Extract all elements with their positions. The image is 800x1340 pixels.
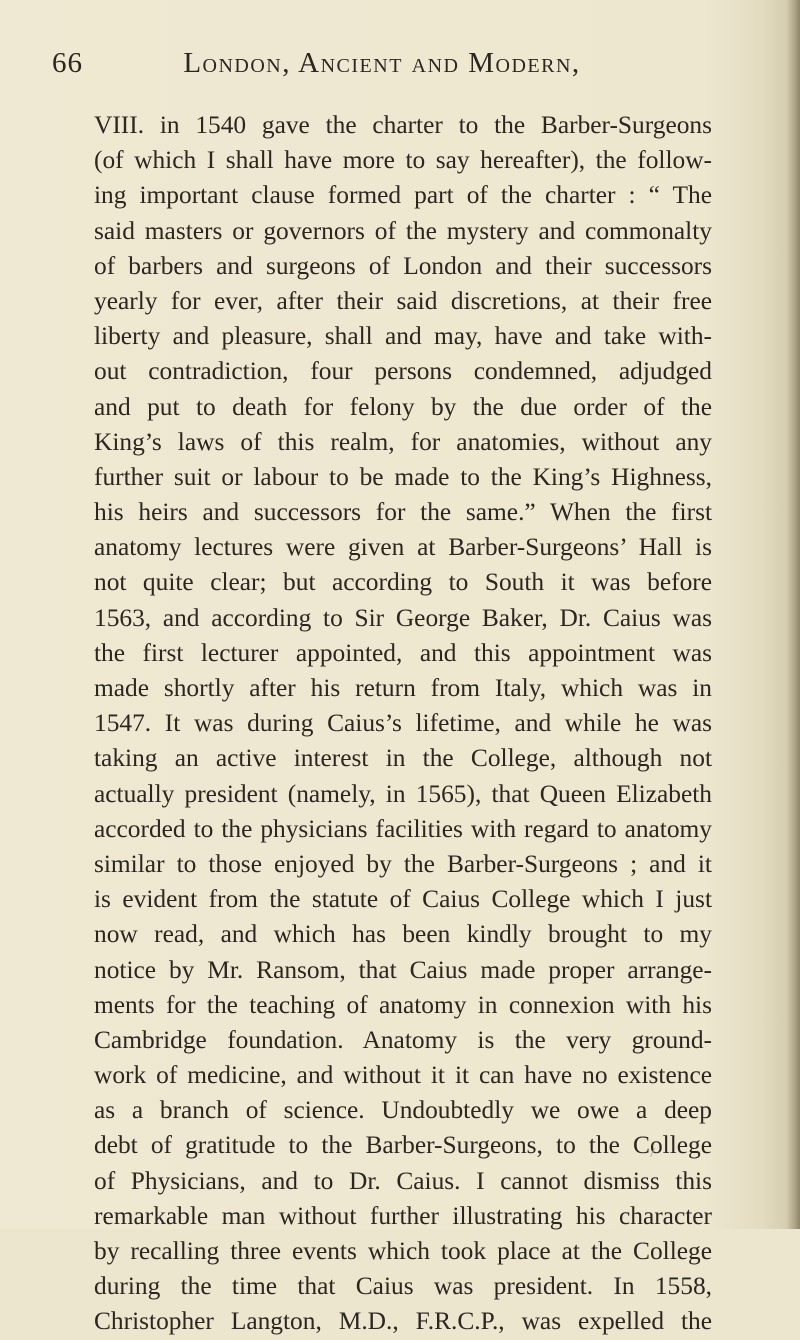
text-line: out contradiction, four persons condemned, adjudged	[94, 357, 712, 386]
text-line: not quite clear; but according to South it was before	[94, 568, 712, 597]
text-line: by recalling three events which took place at the College	[94, 1237, 712, 1265]
text-line: as a branch of science. Undoubtedly we owe a deep	[94, 1096, 712, 1125]
text-line: his heirs and successors for the same.” When the first	[94, 498, 712, 527]
text-line: said masters or governors of the mystery and commonalty	[94, 216, 712, 245]
text-line: now read, and which has been kindly brought to my	[94, 920, 712, 949]
text-line: ments for the teaching of anatomy in connexion with his	[94, 990, 712, 1019]
text-line: taking an active interest in the College, although not	[94, 744, 712, 773]
text-line: remarkable man without further illustrating his character	[94, 1201, 712, 1230]
text-line: 1547. It was during Caius’s lifetime, and while he was	[94, 709, 712, 738]
page-edge-shadow	[786, 0, 800, 1229]
body-text	[94, 108, 712, 1340]
text-line: during the time that Caius was president. In 1558,	[94, 1272, 712, 1301]
text-line: 1563, and according to Sir George Baker, Dr. Caius was	[94, 603, 712, 632]
text-line: accorded to the physicians facilities with regard to anatomy	[94, 814, 712, 843]
text-line: King’s laws of this realm, for anatomies, without any	[94, 427, 712, 456]
text-line: the first lecturer appointed, and this appointment was	[94, 638, 712, 667]
text-line: ing important clause formed part of the charter : “ The	[94, 181, 712, 210]
text-line: Cambridge foundation. Anatomy is the very ground-	[94, 1025, 712, 1054]
text-line: and put to death for felony by the due order of the	[94, 392, 712, 421]
text-line: VIII. in 1540 gave the charter to the Barber-Surgeons	[94, 111, 712, 139]
page-number: 66	[52, 47, 83, 79]
text-line: anatomy lectures were given at Barber-Surgeons’ Hall is	[94, 533, 712, 562]
text-line: further suit or labour to be made to the King’s Highness,	[94, 462, 712, 491]
text-line: debt of gratitude to the Barber-Surgeons, to the College	[94, 1131, 712, 1160]
text-line: is evident from the statute of Caius College which I just	[94, 885, 712, 914]
running-title: London, Ancient and Modern,	[183, 47, 581, 79]
text-line: notice by Mr. Ransom, that Caius made proper arrange-	[94, 955, 712, 984]
text-line: made shortly after his return from Italy, which was in	[94, 674, 712, 702]
text-line: work of medicine, and without it it can have no existence	[94, 1061, 712, 1090]
text-line: similar to those enjoyed by the Barber-Surgeons ; and it	[94, 849, 712, 878]
text-line: (of which I shall have more to say hereafter), the follow-	[94, 146, 712, 175]
text-line: yearly for ever, after their said discretions, at their free	[94, 286, 712, 315]
text-line: actually president (namely, in 1565), that Queen Elizabeth	[94, 779, 712, 808]
text-line: of Physicians, and to Dr. Caius. I cannot dismiss this	[94, 1166, 712, 1195]
text-line: of barbers and surgeons of London and their successors	[94, 251, 712, 280]
page-header	[52, 47, 712, 87]
text-line: Christopher Langton, M.D., F.R.C.P., was expelled the	[94, 1307, 712, 1336]
text-line: liberty and pleasure, shall and may, have and take with-	[94, 322, 712, 351]
